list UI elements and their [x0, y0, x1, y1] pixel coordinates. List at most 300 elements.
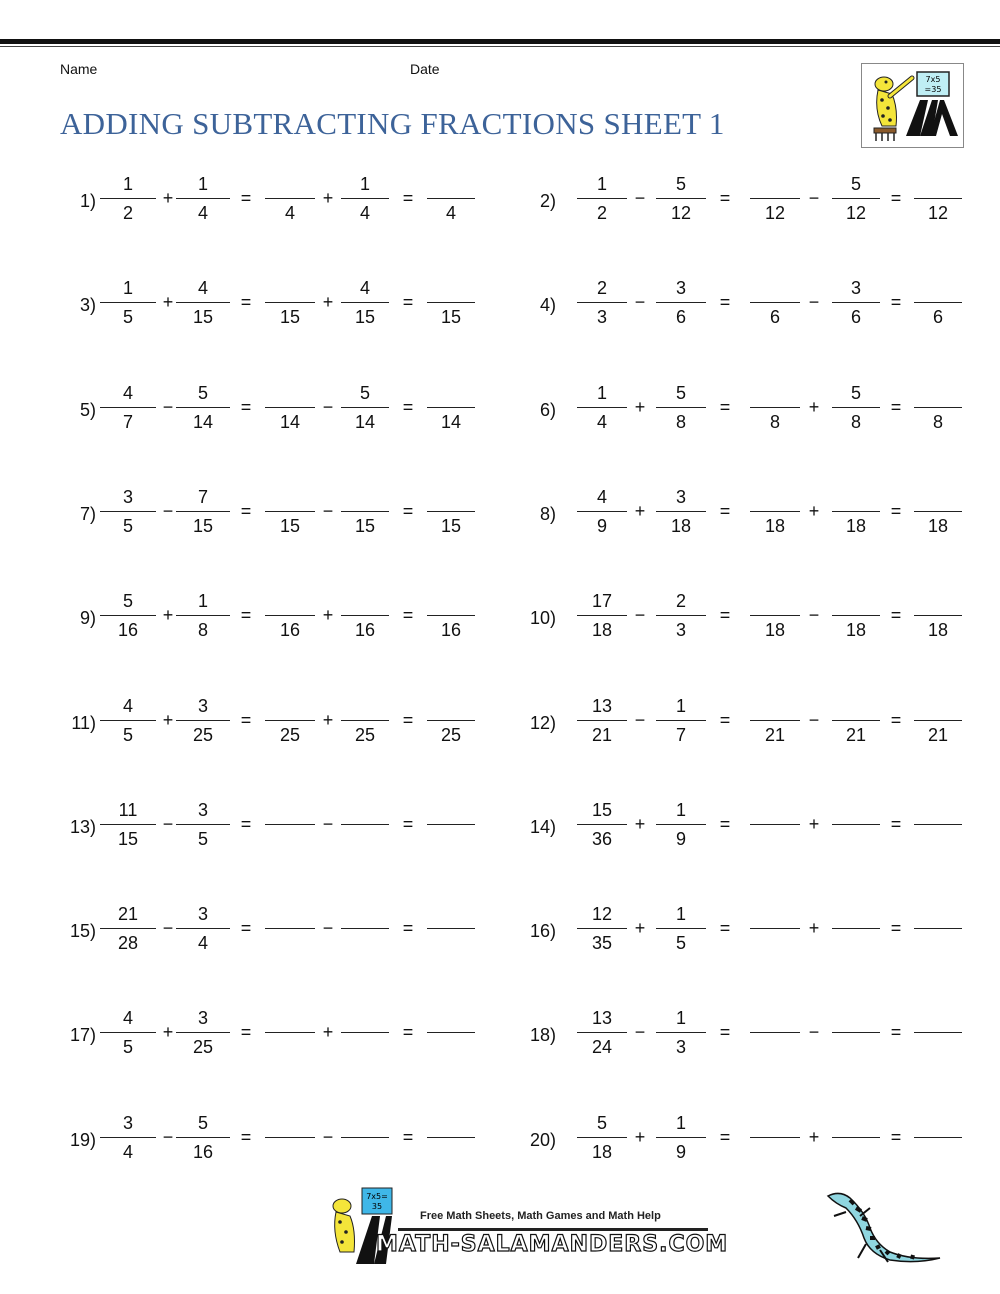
fraction-bar — [832, 824, 880, 825]
numerator: 11 — [118, 799, 138, 820]
equals-sign: = — [402, 605, 414, 626]
denominator[interactable]: 14 — [440, 411, 462, 432]
equals-sign: = — [402, 1126, 414, 1147]
operator: − — [808, 605, 820, 626]
denominator[interactable]: 14 — [354, 411, 376, 432]
numerator[interactable]: 5 — [359, 382, 370, 403]
answer-fraction-result — [914, 903, 962, 954]
equals-sign: = — [719, 709, 731, 730]
numerator[interactable]: 1 — [359, 174, 370, 194]
numerator: 3 — [675, 486, 686, 507]
operator: − — [634, 605, 646, 626]
numerator: 1 — [197, 174, 208, 194]
numerator[interactable] — [750, 903, 800, 925]
equals-sign: = — [402, 292, 414, 313]
numerator[interactable] — [914, 903, 962, 925]
numerator[interactable]: 4 — [359, 278, 370, 299]
numerator: 1 — [122, 174, 133, 194]
numerator[interactable] — [750, 590, 800, 612]
operator: − — [634, 1022, 646, 1043]
denominator: 5 — [122, 307, 133, 328]
numerator: 3 — [197, 904, 208, 925]
fraction-bar — [750, 198, 800, 199]
denominator: 15 — [192, 307, 214, 328]
numerator: 1 — [675, 799, 686, 820]
numerator[interactable] — [750, 382, 800, 404]
numerator[interactable] — [750, 695, 800, 717]
denominator[interactable] — [832, 828, 880, 850]
numerator[interactable] — [832, 590, 880, 612]
equals-sign: = — [719, 396, 731, 417]
fraction-first — [577, 695, 627, 746]
fraction-bar — [656, 615, 706, 616]
denominator: 21 — [591, 724, 613, 745]
fraction-second — [656, 277, 706, 328]
denominator[interactable]: 15 — [354, 515, 376, 536]
answer-fraction-first — [750, 695, 800, 746]
denominator[interactable]: 6 — [932, 307, 943, 328]
equals-sign: = — [719, 605, 731, 626]
svg-text:=35: =35 — [924, 85, 942, 94]
denominator[interactable]: 15 — [279, 515, 301, 536]
denominator[interactable]: 15 — [279, 307, 301, 328]
equals-sign: = — [240, 500, 252, 521]
denominator[interactable] — [750, 828, 800, 850]
fraction-bar — [914, 615, 962, 616]
problem-item — [0, 799, 1000, 859]
denominator[interactable]: 18 — [845, 620, 867, 641]
denominator: 18 — [591, 620, 613, 641]
answer-fraction-result — [914, 277, 962, 328]
numerator[interactable] — [914, 590, 962, 612]
problem-number: 15) — [69, 921, 96, 942]
answer-fraction-first — [750, 382, 800, 433]
fraction-bar — [914, 302, 962, 303]
fraction-bar — [832, 928, 880, 929]
numerator[interactable] — [750, 486, 800, 508]
denominator: 25 — [192, 1037, 214, 1058]
denominator: 25 — [192, 724, 214, 745]
numerator[interactable] — [914, 173, 962, 195]
numerator: 4 — [122, 1008, 133, 1029]
numerator: 3 — [122, 1112, 133, 1133]
operator: + — [162, 605, 174, 626]
operator: − — [634, 709, 646, 730]
fraction-second — [656, 1112, 706, 1163]
date-label: Date — [410, 61, 440, 77]
operator: + — [634, 813, 646, 834]
denominator: 5 — [122, 515, 133, 536]
fraction-first — [577, 799, 627, 850]
numerator[interactable] — [914, 486, 962, 508]
denominator: 7 — [675, 724, 686, 745]
problem-number: 14) — [529, 816, 556, 837]
fraction-second — [656, 799, 706, 850]
answer-fraction-result — [914, 1007, 962, 1058]
answer-fraction-second — [832, 1007, 880, 1058]
problem-item — [0, 382, 1000, 442]
numerator[interactable] — [750, 173, 800, 195]
problem-item — [0, 173, 1000, 233]
numerator[interactable] — [832, 486, 880, 508]
numerator[interactable] — [832, 695, 880, 717]
problem-number: 13) — [69, 816, 96, 837]
fraction-bar — [914, 407, 962, 408]
equals-sign: = — [402, 396, 414, 417]
operator: + — [808, 813, 820, 834]
fraction-bar — [914, 511, 962, 512]
denominator[interactable]: 8 — [932, 411, 943, 432]
denominator[interactable]: 8 — [769, 411, 780, 432]
problem-number: 11) — [71, 712, 96, 733]
fraction-first — [577, 382, 627, 433]
numerator[interactable] — [750, 1112, 800, 1134]
operator: + — [808, 1126, 820, 1147]
answer-fraction-second — [832, 590, 880, 641]
denominator[interactable]: 18 — [927, 620, 949, 641]
operator: + — [162, 709, 174, 730]
problem-number: 10) — [529, 608, 556, 629]
numerator: 3 — [197, 799, 208, 820]
denominator[interactable]: 25 — [279, 724, 301, 745]
equals-sign: = — [719, 813, 731, 834]
numerator[interactable] — [914, 277, 962, 299]
denominator[interactable]: 25 — [354, 724, 376, 745]
equals-sign: = — [719, 1126, 731, 1147]
problem-number: 7) — [79, 503, 96, 524]
denominator[interactable]: 8 — [850, 411, 861, 432]
fraction-bar — [577, 928, 627, 929]
operator: − — [162, 500, 174, 521]
numerator: 5 — [197, 1112, 208, 1133]
operator: + — [322, 292, 334, 313]
equals-sign: = — [402, 813, 414, 834]
equals-sign: = — [719, 1022, 731, 1043]
problem-number: 9) — [79, 608, 96, 629]
numerator: 3 — [675, 278, 686, 299]
operator: + — [808, 500, 820, 521]
denominator[interactable]: 18 — [845, 515, 867, 536]
denominator: 2 — [122, 203, 133, 223]
problem-item — [0, 1007, 1000, 1067]
header-logo — [861, 63, 964, 148]
denominator: 15 — [117, 828, 139, 849]
denominator[interactable] — [914, 1141, 962, 1163]
fraction-bar — [832, 407, 880, 408]
operator: − — [808, 188, 820, 208]
equals-sign: = — [890, 605, 902, 626]
fraction-second — [656, 590, 706, 641]
numerator: 3 — [197, 695, 208, 716]
equals-sign: = — [719, 188, 731, 208]
fraction-bar — [577, 198, 627, 199]
answer-fraction-first — [750, 277, 800, 328]
denominator: 3 — [675, 1037, 686, 1058]
denominator: 5 — [122, 1037, 133, 1058]
numerator: 1 — [197, 591, 208, 612]
equals-sign: = — [402, 500, 414, 521]
equals-sign: = — [240, 918, 252, 939]
denominator: 8 — [197, 620, 208, 641]
equals-sign: = — [890, 813, 902, 834]
problem-number: 17) — [69, 1025, 96, 1046]
svg-text:7x5=: 7x5= — [366, 1192, 388, 1201]
denominator[interactable]: 4 — [359, 203, 370, 223]
answer-fraction-result — [914, 695, 962, 746]
equals-sign: = — [890, 500, 902, 521]
equals-sign: = — [240, 188, 252, 208]
denominator[interactable] — [914, 932, 962, 954]
denominator[interactable]: 21 — [845, 724, 867, 745]
equals-sign: = — [890, 396, 902, 417]
denominator[interactable] — [832, 1036, 880, 1058]
numerator: 4 — [122, 695, 133, 716]
problem-item — [0, 486, 1000, 546]
equals-sign: = — [402, 709, 414, 730]
denominator: 8 — [675, 411, 686, 432]
equals-sign: = — [240, 813, 252, 834]
answer-fraction-second — [832, 695, 880, 746]
operator: + — [634, 396, 646, 417]
denominator[interactable]: 15 — [354, 307, 376, 328]
fraction-bar — [656, 824, 706, 825]
denominator[interactable]: 18 — [927, 515, 949, 536]
denominator[interactable] — [914, 828, 962, 850]
denominator: 7 — [122, 411, 133, 432]
numerator: 12 — [591, 904, 613, 925]
answer-fraction-result — [914, 590, 962, 641]
denominator: 28 — [117, 933, 139, 954]
numerator[interactable]: 5 — [850, 382, 861, 403]
operator: + — [634, 918, 646, 939]
problem-item — [0, 590, 1000, 650]
fraction-second — [656, 173, 706, 224]
denominator[interactable]: 12 — [764, 203, 786, 223]
denominator[interactable]: 15 — [440, 515, 462, 536]
denominator: 15 — [192, 515, 214, 536]
numerator[interactable] — [914, 799, 962, 821]
numerator[interactable] — [832, 799, 880, 821]
equals-sign: = — [240, 292, 252, 313]
fraction-bar — [577, 511, 627, 512]
denominator: 12 — [670, 203, 692, 223]
numerator[interactable] — [750, 1007, 800, 1029]
operator: + — [322, 188, 334, 208]
numerator[interactable] — [914, 695, 962, 717]
answer-fraction-first — [750, 173, 800, 224]
problem-number: 8) — [539, 503, 556, 524]
answer-fraction-second — [832, 799, 880, 850]
fraction-bar — [656, 1032, 706, 1033]
fraction-bar — [656, 198, 706, 199]
denominator[interactable]: 4 — [445, 203, 456, 223]
numerator: 5 — [596, 1112, 607, 1133]
problem-number: 4) — [539, 295, 556, 316]
equals-sign: = — [890, 188, 902, 208]
answer-fraction-second — [832, 382, 880, 433]
fraction-bar — [914, 720, 962, 721]
answer-fraction-first — [750, 590, 800, 641]
equals-sign: = — [240, 396, 252, 417]
answer-fraction-result — [914, 382, 962, 433]
operator: + — [162, 188, 174, 208]
denominator[interactable] — [750, 932, 800, 954]
denominator[interactable]: 6 — [769, 307, 780, 328]
numerator: 4 — [596, 486, 607, 507]
problem-number: 18) — [529, 1025, 556, 1046]
equals-sign: = — [402, 1022, 414, 1043]
name-label: Name — [60, 61, 98, 77]
svg-text:7x5: 7x5 — [925, 75, 941, 84]
numerator: 7 — [197, 486, 208, 507]
problem-number: 5) — [79, 399, 96, 420]
answer-fraction-second — [832, 277, 880, 328]
numerator: 13 — [591, 695, 613, 716]
problem-item — [0, 1112, 1000, 1172]
denominator: 4 — [197, 203, 208, 223]
salamander-teacher-icon — [862, 64, 963, 147]
operator: − — [808, 709, 820, 730]
problem-number: 3) — [79, 295, 96, 316]
operator: − — [322, 918, 334, 939]
answer-fraction-second — [832, 173, 880, 224]
fraction-bar — [832, 511, 880, 512]
operator: + — [634, 1126, 646, 1147]
fraction-bar — [832, 198, 880, 199]
fraction-bar — [656, 720, 706, 721]
denominator[interactable]: 16 — [279, 620, 301, 641]
numerator[interactable] — [914, 1007, 962, 1029]
denominator[interactable]: 18 — [764, 620, 786, 641]
operator: − — [162, 813, 174, 834]
denominator[interactable]: 14 — [279, 411, 301, 432]
fraction-second — [656, 1007, 706, 1058]
fraction-bar — [577, 824, 627, 825]
numerator: 17 — [591, 591, 613, 612]
fraction-bar — [832, 720, 880, 721]
denominator: 4 — [197, 933, 208, 954]
problem-number: 6) — [539, 399, 556, 420]
denominator: 5 — [675, 933, 686, 954]
answer-fraction-second — [832, 486, 880, 537]
numerator: 5 — [675, 174, 686, 194]
denominator[interactable]: 16 — [440, 620, 462, 641]
denominator[interactable]: 15 — [440, 307, 462, 328]
denominator: 4 — [122, 1141, 133, 1162]
numerator: 1 — [675, 1008, 686, 1029]
denominator[interactable]: 21 — [764, 724, 786, 745]
denominator[interactable] — [750, 1036, 800, 1058]
numerator: 13 — [591, 1008, 613, 1029]
denominator[interactable]: 16 — [354, 620, 376, 641]
numerator[interactable]: 5 — [850, 174, 861, 194]
denominator[interactable] — [914, 1036, 962, 1058]
equals-sign: = — [240, 605, 252, 626]
fraction-bar — [577, 720, 627, 721]
numerator[interactable] — [914, 382, 962, 404]
problem-item — [0, 277, 1000, 337]
denominator[interactable]: 12 — [845, 203, 867, 223]
operator: − — [808, 292, 820, 313]
denominator[interactable] — [832, 932, 880, 954]
answer-fraction-result — [914, 173, 962, 224]
denominator: 3 — [675, 620, 686, 641]
fraction-first — [577, 173, 627, 224]
fraction-bar — [832, 1137, 880, 1138]
operator: + — [162, 292, 174, 313]
fraction-bar — [750, 1032, 800, 1033]
numerator[interactable] — [832, 1007, 880, 1029]
numerator: 1 — [675, 1112, 686, 1133]
svg-text:35: 35 — [371, 1202, 383, 1211]
numerator: 2 — [596, 278, 607, 299]
numerator: 2 — [675, 591, 686, 612]
fraction-second — [656, 486, 706, 537]
fraction-bar — [577, 615, 627, 616]
answer-fraction-first — [750, 1112, 800, 1163]
numerator[interactable]: 3 — [850, 278, 861, 299]
numerator: 3 — [197, 1008, 208, 1029]
denominator[interactable] — [750, 1141, 800, 1163]
numerator[interactable] — [832, 1112, 880, 1134]
numerator: 5 — [197, 382, 208, 403]
numerator[interactable] — [832, 903, 880, 925]
numerator[interactable] — [914, 1112, 962, 1134]
fraction-bar — [750, 720, 800, 721]
denominator: 3 — [596, 307, 607, 328]
numerator[interactable] — [750, 799, 800, 821]
salamander-icon — [820, 1188, 945, 1268]
top-rule-thick — [0, 39, 1000, 44]
denominator[interactable]: 18 — [764, 515, 786, 536]
operator: − — [162, 918, 174, 939]
denominator: 18 — [670, 515, 692, 536]
denominator[interactable]: 21 — [927, 724, 949, 745]
denominator[interactable]: 4 — [284, 203, 295, 223]
answer-fraction-result — [914, 486, 962, 537]
denominator: 6 — [675, 307, 686, 328]
fraction-first — [577, 590, 627, 641]
denominator: 4 — [596, 411, 607, 432]
fraction-bar — [914, 198, 962, 199]
fraction-bar — [750, 615, 800, 616]
equals-sign: = — [719, 500, 731, 521]
fraction-bar — [656, 407, 706, 408]
numerator: 3 — [122, 486, 133, 507]
denominator: 14 — [192, 411, 214, 432]
operator: − — [634, 188, 646, 208]
answer-fraction-result — [914, 799, 962, 850]
fraction-bar — [656, 511, 706, 512]
footer-rule — [398, 1228, 708, 1231]
numerator: 21 — [117, 904, 139, 925]
fraction-bar — [750, 511, 800, 512]
denominator: 16 — [117, 620, 139, 641]
equals-sign: = — [890, 918, 902, 939]
numerator: 1 — [596, 382, 607, 403]
denominator[interactable] — [832, 1141, 880, 1163]
problem-item — [0, 903, 1000, 963]
denominator[interactable]: 25 — [440, 724, 462, 745]
denominator[interactable]: 12 — [927, 203, 949, 223]
operator: + — [162, 1022, 174, 1043]
operator: + — [634, 500, 646, 521]
denominator[interactable]: 6 — [850, 307, 861, 328]
operator: − — [322, 1126, 334, 1147]
numerator[interactable] — [750, 277, 800, 299]
denominator: 9 — [675, 1141, 686, 1162]
operator: − — [162, 1126, 174, 1147]
